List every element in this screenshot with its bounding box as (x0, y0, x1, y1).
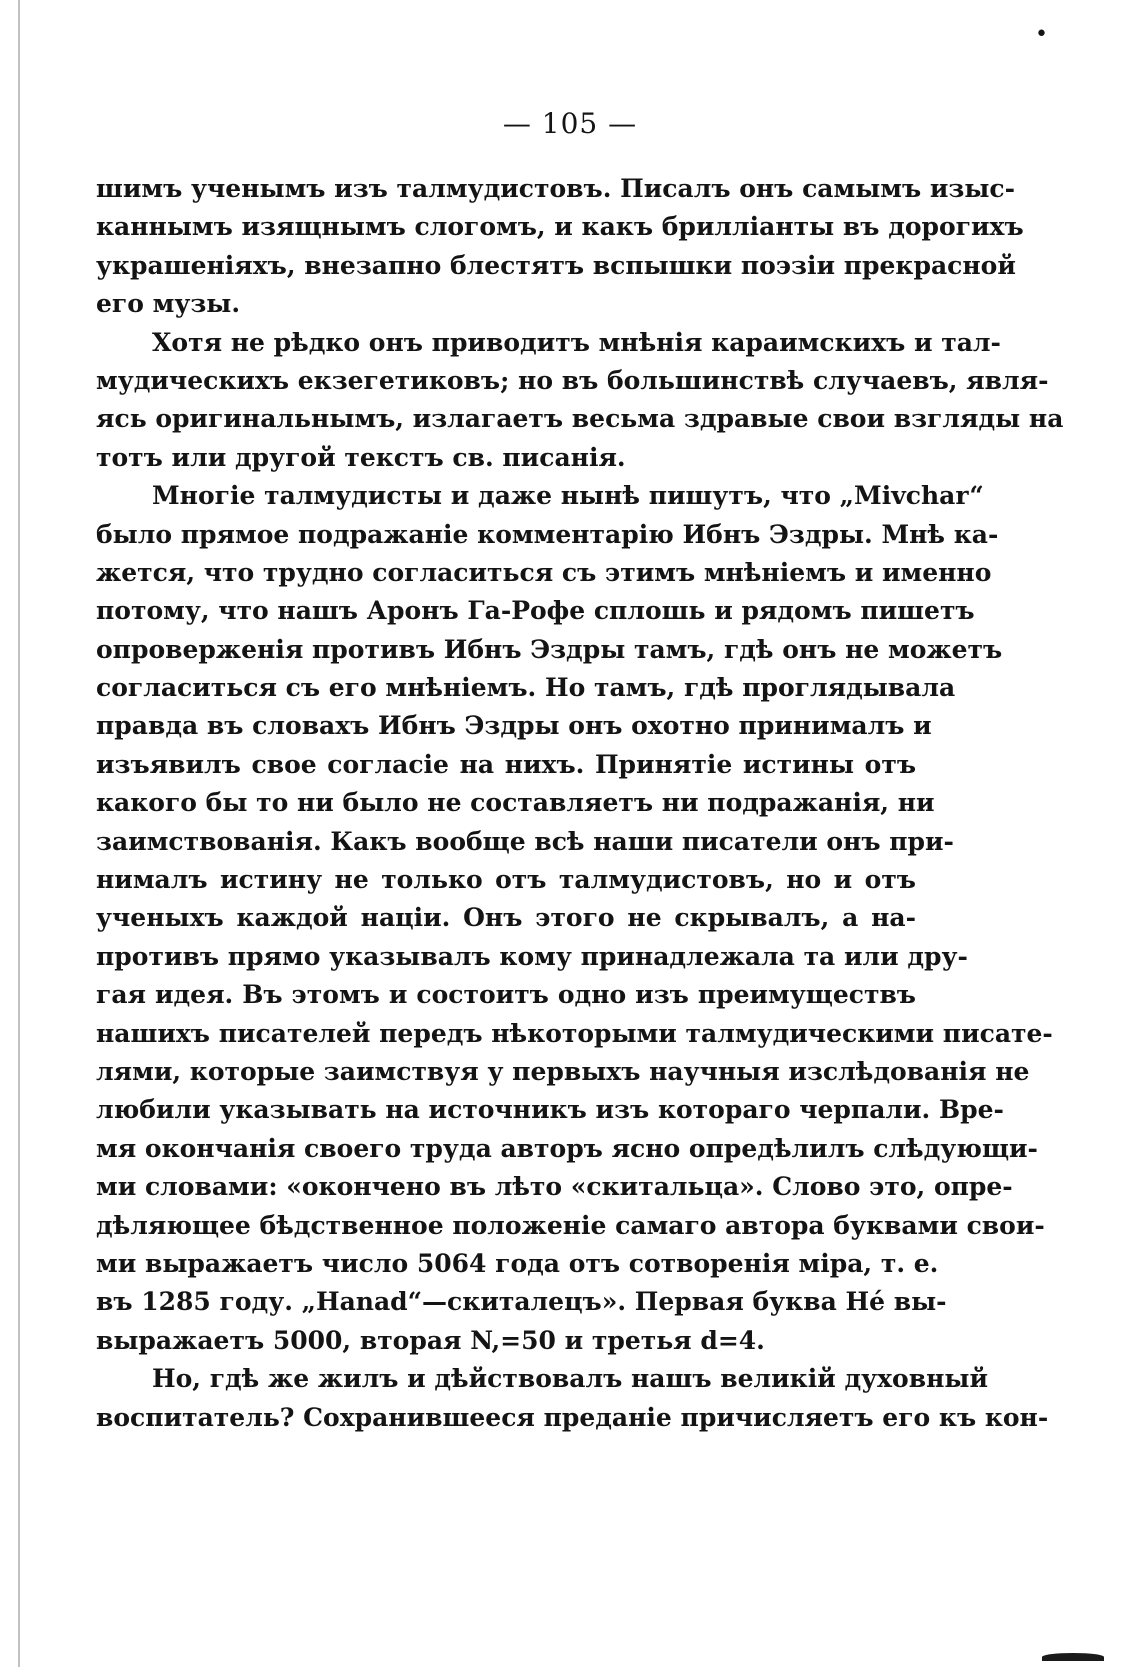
page-number: — 105 — (502, 107, 638, 140)
text-line: ми словами: «окончено въ лѣто «скитальца». Слово это, опре- (96, 1172, 1013, 1202)
text-line: украшеніяхъ, внезапно блестятъ вспышки поэзіи прекрасной (96, 250, 1016, 280)
text-line: ученыхъ каждой націи. Онъ этого не скрывалъ, а на- (96, 903, 916, 933)
text-line: выражаетъ 5000, вторая N,=50 и третья d=4. (96, 1325, 765, 1355)
text-line: какого бы то ни было не составляетъ ни подражанія, ни (96, 788, 935, 818)
text-line: правда въ словахъ Ибнъ Эздры онъ охотно принималъ и (96, 711, 932, 741)
text-line: изъявилъ свое согласіе на нихъ. Принятіе истины отъ (96, 749, 916, 779)
text-line: опроверженія противъ Ибнъ Эздры тамъ, гдѣ онъ не можетъ (96, 634, 1003, 664)
corner-mark: • (1035, 22, 1048, 47)
page-edge-rule (18, 0, 20, 1667)
text-line: тотъ или другой текстъ св. писанія. (96, 442, 626, 472)
text-line: мя окончанія своего труда авторъ ясно опредѣлилъ слѣдующи- (96, 1133, 1038, 1163)
text-line: въ 1285 году. „Hanad“—скиталецъ». Первая буква Hé вы- (96, 1287, 947, 1317)
text-line: его музы. (96, 289, 241, 319)
text-line: дѣляющее бѣдственное положеніе самаго автора буквами свои- (96, 1210, 1045, 1240)
text-line: заимствованія. Какъ вообще всѣ наши писатели онъ при- (96, 826, 954, 856)
text-line: ми выражаетъ число 5064 года отъ сотворенія міра, т. е. (96, 1248, 939, 1278)
text-line: нималъ истину не только отъ талмудистовъ, но и отъ (96, 865, 916, 895)
text-line: потому, что нашъ Аронъ Га-Рофе сплошь и рядомъ пишетъ (96, 596, 975, 626)
scan-artifact (1042, 1653, 1104, 1661)
text-line: каннымъ изящнымъ слогомъ, и какъ брилліанты въ дорогихъ (96, 212, 1024, 242)
text-line: Многіе талмудисты и даже нынѣ пишутъ, что „Mivchar“ (152, 481, 984, 511)
body-text (96, 170, 1064, 1437)
text-line: противъ прямо указывалъ кому принадлежала та или дру- (96, 941, 968, 971)
text-line: жется, что трудно согласиться съ этимъ мнѣніемъ и именно (96, 557, 992, 587)
text-line: нашихъ писателей передъ нѣкоторыми талмудическими писате- (96, 1018, 1053, 1048)
text-line: Хотя не рѣдко онъ приводитъ мнѣнія караимскихъ и тал- (152, 327, 1001, 357)
text-line: Но, гдѣ же жилъ и дѣйствовалъ нашъ великій духовный (152, 1364, 988, 1394)
text-line: согласиться съ его мнѣніемъ. Но тамъ, гдѣ проглядывала (96, 673, 956, 703)
text-line: гая идея. Въ этомъ и состоитъ одно изъ преимуществъ (96, 980, 916, 1010)
text-line: было прямое подражаніе комментарію Ибнъ Эздры. Мнѣ ка- (96, 519, 999, 549)
text-line: ясь оригинальнымъ, излагаетъ весьма здравые свои взгляды на (96, 404, 1064, 434)
text-line: воспитатель? Сохранившееся преданіе причисляетъ его къ кон- (96, 1402, 1049, 1432)
text-line: любили указывать на источникъ изъ котораго черпали. Вре- (96, 1095, 1004, 1125)
text-line: лями, которые заимствуя у первыхъ научныя изслѣдованія не (96, 1056, 1030, 1086)
text-line: мудическихъ екзегетиковъ; но въ большинствѣ случаевъ, явля- (96, 365, 1049, 395)
text-line: шимъ ученымъ изъ талмудистовъ. Писалъ онъ самымъ изыс- (96, 174, 1016, 203)
